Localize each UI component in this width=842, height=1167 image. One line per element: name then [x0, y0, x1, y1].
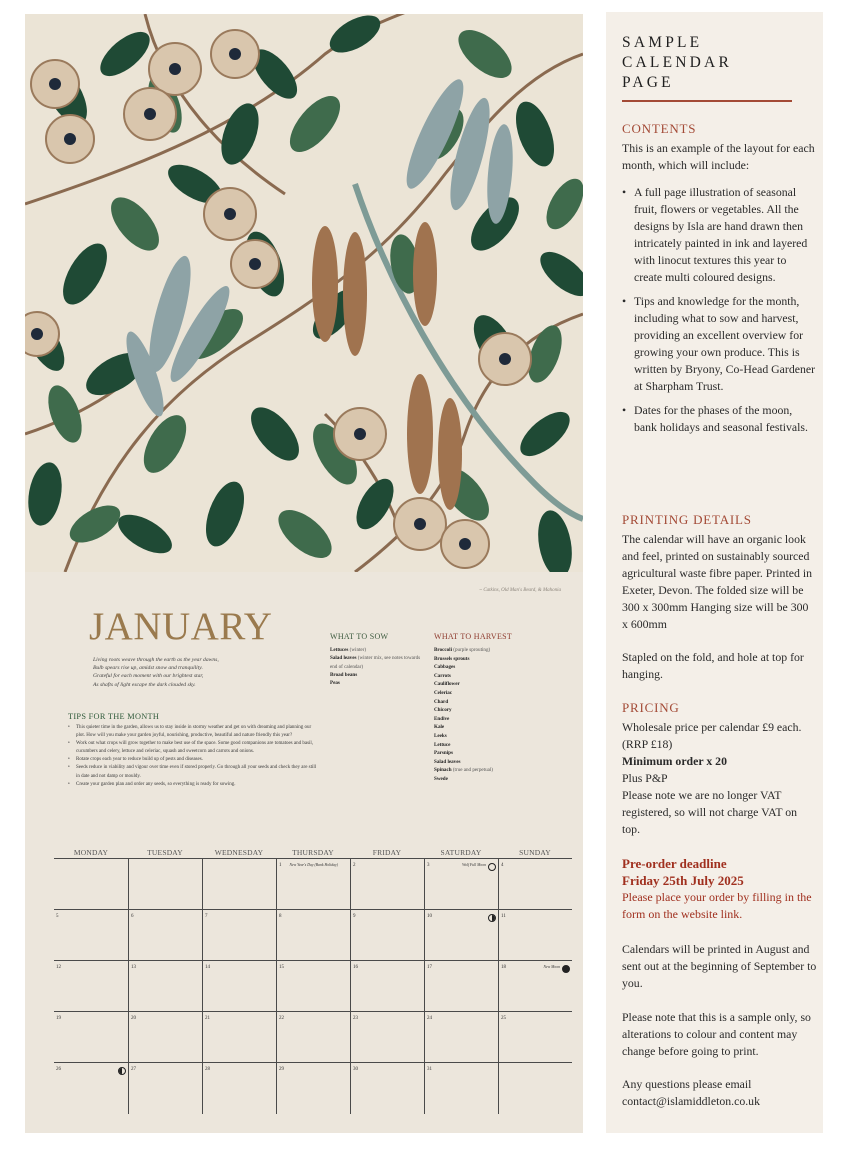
crop-item: [434, 663, 554, 672]
crop-item: [434, 723, 554, 732]
weekday-label: MONDAY: [73, 848, 109, 857]
calendar-day-cell: [202, 910, 276, 961]
deadline-title: Pre-order deadline: [622, 856, 727, 871]
calendar-day-cell: [202, 1012, 276, 1063]
sow-list: [330, 646, 428, 687]
preorder-deadline: [622, 855, 822, 923]
calendar-day-cell: [498, 910, 572, 961]
tips-heading: TIPS FOR THE MONTH: [68, 712, 160, 721]
crop-name: Broad beans: [330, 671, 358, 678]
calendar-day-cell: [276, 1063, 350, 1114]
day-number: 4: [501, 863, 504, 868]
day-number: 14: [205, 965, 210, 970]
day-note: Wolf Full Moon: [462, 863, 486, 867]
poem-line: Living roots weave through the earth as the year dawns,: [93, 657, 219, 663]
calendar-day-cell: [202, 1063, 276, 1114]
crop-name: Celeriac: [434, 689, 453, 696]
contents-list: [622, 184, 817, 436]
calendar-grid: [54, 859, 572, 1114]
day-number: 17: [427, 965, 432, 970]
day-number: 28: [205, 1067, 210, 1072]
crop-name: Chicory: [434, 707, 452, 714]
crop-item: [434, 672, 554, 681]
what-to-harvest: [434, 632, 554, 784]
calendar-day-cell: [54, 1063, 128, 1114]
day-number: 20: [131, 1016, 136, 1021]
crop-name: Broccoli: [434, 647, 453, 653]
calendar-day-cell: [128, 910, 202, 961]
day-number: 5: [56, 914, 59, 919]
calendar-day-cell: [350, 859, 424, 910]
title-rule: [622, 100, 792, 102]
poem-line: Grateful for each moment with our brightest star,: [93, 673, 204, 680]
crop-name: Cabbages: [434, 664, 456, 671]
weekday-label: SATURDAY: [440, 848, 482, 857]
day-note: New Moon: [543, 965, 560, 969]
tip-item: • This quieter time in the garden, allows us to stay inside in stormy weather and get on with dreaming and planning our plot. How will you make your garden joyful, nourishing, productive, beautiful and nature friendly this year?: [68, 724, 318, 740]
crop-note: (true and perpetual): [452, 767, 494, 774]
day-number: 23: [353, 1016, 358, 1021]
day-number: 2: [353, 863, 356, 868]
day-number: 16: [353, 965, 358, 970]
calendar-day-cell: [350, 1012, 424, 1063]
day-number: 3: [427, 863, 430, 868]
day-number: 19: [56, 1016, 61, 1021]
calendar-day-cell: [202, 961, 276, 1012]
weekday-label: TUESDAY: [147, 848, 183, 857]
minimum-order: Minimum order x 20: [622, 754, 727, 768]
contents-item: • Tips and knowledge for the month, including what to sow and harvest, providing an excellent overview for growing your own produce. This is written by Bryony, Co-Head Gardener at Sharpham Trust.: [622, 293, 817, 395]
weekday-label: SUNDAY: [519, 848, 551, 857]
calendar-day-cell: [54, 910, 128, 961]
calendar-page: [25, 14, 583, 1133]
first-moon-icon: [488, 914, 496, 922]
crop-name: Chard: [434, 698, 449, 705]
day-number: 15: [279, 965, 284, 970]
calendar-day-cell: [424, 1012, 498, 1063]
day-note: New Year's Day (Bank Holiday): [289, 863, 338, 867]
tip-item: • Rotate crops each year to reduce build up of pests and diseases.: [68, 756, 318, 764]
deadline-date: Friday 25th July 2025: [622, 873, 744, 888]
contents-intro: This is an example of the layout for each month, which will include:: [622, 141, 815, 172]
crop-name: Kale: [434, 724, 445, 731]
what-to-sow: [330, 632, 428, 687]
calendar-day-cell: [424, 910, 498, 961]
calendar-day-cell: [498, 1012, 572, 1063]
tip-item: • Seeds reduce in viability and vigour over time even if stored properly. Go through all your seeds and check they are still in date and not damp or mouldy.: [68, 764, 318, 780]
day-number: 27: [131, 1067, 136, 1072]
crop-item: [434, 698, 554, 707]
calendar-day-cell: [498, 961, 572, 1012]
last-moon-icon: [118, 1067, 126, 1075]
crop-item: [434, 758, 554, 767]
crop-item: [434, 732, 554, 741]
day-number: 26: [56, 1067, 61, 1072]
calendar-day-cell: [350, 1063, 424, 1114]
day-number: 8: [279, 914, 282, 919]
crop-name: Salad leaves: [434, 758, 461, 765]
day-number: 10: [427, 914, 432, 919]
printing-text: The calendar will have an organic look and feel, printed on sustainably sourced agricultural waste fibre paper. Printed in Exeter, Devon. The folded size will be 300 x 300mm Hanging size will be 300 x 600mm: [622, 532, 812, 631]
crop-name: Peas: [330, 680, 340, 687]
seasonal-illustration: [25, 14, 583, 572]
crop-item: [330, 679, 428, 687]
calendar-day-cell: [424, 859, 498, 910]
pricing-section: [622, 699, 817, 838]
calendar-day-cell: [128, 859, 202, 910]
pricing-line: Wholesale price per calendar £9 each. (RRP £18): [622, 720, 802, 751]
crop-note: (winter mix, see notes towards end of calendar): [330, 655, 421, 670]
deadline-text: Please place your order by filling in the form on the website link.: [622, 890, 812, 921]
calendar-day-cell: [498, 1063, 572, 1114]
day-number: 6: [131, 914, 134, 919]
day-number: 9: [353, 914, 356, 919]
panel-title: [622, 33, 732, 93]
crop-item: [434, 689, 554, 698]
day-number: 18: [501, 965, 506, 970]
crop-item: [434, 655, 554, 664]
title-line: CALENDAR: [622, 54, 732, 71]
botanical-artwork: [25, 14, 583, 572]
day-number: 12: [56, 965, 61, 970]
calendar-day-cell: [128, 961, 202, 1012]
crop-name: Lettuces: [330, 647, 349, 653]
crop-name: Carrots: [434, 672, 451, 679]
day-number: 31: [427, 1067, 432, 1072]
crop-item: [434, 706, 554, 715]
calendar-day-cell: [424, 961, 498, 1012]
day-number: 24: [427, 1016, 432, 1021]
sample-disclaimer: Please note that this is a sample only, so alterations to colour and content may change before going to print.: [622, 1010, 811, 1058]
tip-item: • Create your garden plan and order any seeds, so everything is ready for sowing.: [68, 781, 318, 789]
day-number: 1: [279, 863, 282, 868]
crop-item: [434, 749, 554, 758]
crop-item: [434, 646, 554, 655]
crop-item: [434, 775, 554, 784]
contents-section: [622, 120, 817, 443]
calendar-day-cell: [54, 859, 128, 910]
pricing-heading: PRICING: [622, 700, 680, 715]
crop-name: Lettuce: [434, 741, 451, 748]
tips-list: [68, 724, 318, 789]
full-moon-icon: [488, 863, 496, 871]
crop-item: [330, 646, 428, 654]
info-panel: [606, 12, 823, 1133]
crop-name: Swede: [434, 775, 448, 782]
calendar-day-cell: [350, 961, 424, 1012]
printing-section: [622, 511, 817, 683]
calendar-day-cell: [54, 1012, 128, 1063]
new-moon-icon: [562, 965, 570, 973]
tip-item: • Work out what crops will grow together to make best use of the space. Some good companions are tomatoes and basil, cucumbers and celery, lettuce and celeriac, squash and sweetcorn and carrots and onions.: [68, 740, 318, 756]
crop-name: Salad leaves: [330, 655, 357, 662]
day-number: 22: [279, 1016, 284, 1021]
illustration-caption: ~ Catkins, Old Man's Beard, & Mahonia: [479, 588, 561, 593]
harvest-heading: WHAT TO HARVEST: [434, 632, 513, 641]
poem-line: Bulb spears rise up, amidst snow and tranquility.: [93, 665, 203, 672]
crop-item: [434, 680, 554, 689]
weekday-label: FRIDAY: [372, 848, 402, 857]
calendar-day-cell: [128, 1012, 202, 1063]
tips-for-the-month: [68, 712, 318, 789]
crop-note: (purple sprouting): [453, 647, 491, 653]
day-number: 25: [501, 1016, 506, 1021]
contents-item: • A full page illustration of seasonal fruit, flowers or vegetables. All the designs by Isla are hand drawn then intricately painted in ink and layered with linocut textures this year to create multi coloured designs.: [622, 184, 817, 286]
harvest-list: [434, 646, 554, 784]
calendar-day-cell: [424, 1063, 498, 1114]
title-line: PAGE: [622, 74, 674, 91]
calendar-day-cell: [276, 910, 350, 961]
crop-note: (winter): [349, 647, 367, 653]
contact-note: Any questions please email contact@islamiddleton.co.uk: [622, 1077, 760, 1108]
day-number: 11: [501, 914, 506, 919]
vat-note: Please note we are no longer VAT registered, so will not charge VAT on top.: [622, 788, 798, 836]
crop-item: [434, 741, 554, 750]
poem-line: As shafts of light escape the dark clouded sky.: [93, 681, 196, 688]
printing-schedule-note: Calendars will be printed in August and sent out at the beginning of September to you.: [622, 942, 817, 990]
contents-item: • Dates for the phases of the moon, bank holidays and seasonal festivals.: [622, 402, 817, 436]
weekday-label: WEDNESDAY: [214, 848, 264, 857]
day-number: 13: [131, 965, 136, 970]
printing-heading: PRINTING DETAILS: [622, 512, 752, 527]
crop-item: [330, 654, 428, 671]
day-number: 21: [205, 1016, 210, 1021]
month-title: JANUARY: [89, 605, 273, 648]
printing-text-2: Stapled on the fold, and hole at top for hanging.: [622, 650, 804, 681]
day-number: 29: [279, 1067, 284, 1072]
crop-name: Parsnips: [434, 750, 453, 757]
crop-name: Brussels sprouts: [434, 655, 470, 662]
crop-item: [434, 766, 554, 775]
calendar-day-cell: [350, 910, 424, 961]
pricing-line: Plus P&P: [622, 771, 668, 785]
crop-item: [330, 671, 428, 679]
sow-heading: WHAT TO SOW: [330, 632, 389, 641]
crop-item: [434, 715, 554, 724]
month-poem: [93, 656, 313, 689]
calendar-day-cell: [498, 859, 572, 910]
weekday-label: THURSDAY: [292, 848, 334, 857]
day-number: 30: [353, 1067, 358, 1072]
crop-name: Endive: [434, 715, 450, 722]
crop-name: Leeks: [434, 732, 447, 739]
contents-heading: CONTENTS: [622, 121, 697, 136]
calendar-day-cell: [276, 961, 350, 1012]
crop-name: Spinach: [434, 767, 452, 774]
title-line: SAMPLE: [622, 34, 703, 51]
calendar-day-cell: [54, 961, 128, 1012]
calendar-day-cell: [276, 859, 350, 910]
day-number: 7: [205, 914, 208, 919]
calendar-day-cell: [202, 859, 276, 910]
crop-name: Cauliflower: [434, 681, 460, 688]
calendar-day-cell: [128, 1063, 202, 1114]
calendar-day-cell: [276, 1012, 350, 1063]
